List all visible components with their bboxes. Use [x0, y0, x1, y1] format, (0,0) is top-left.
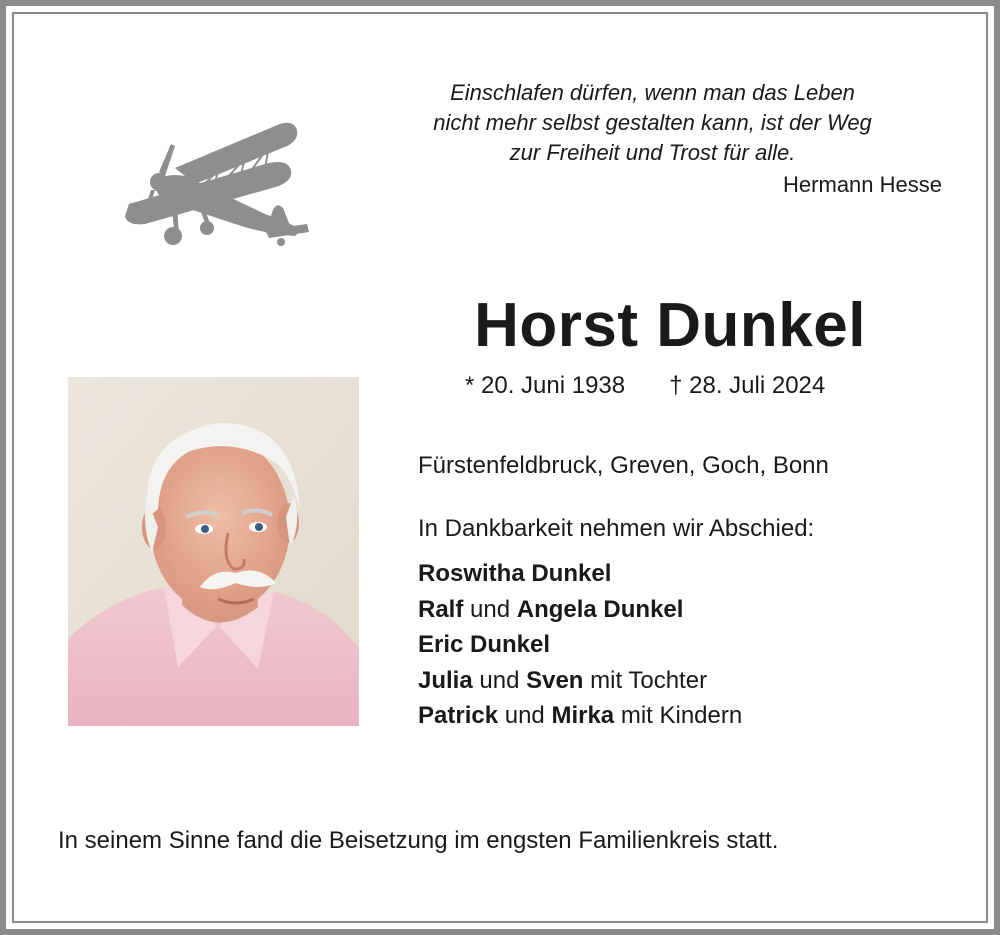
mourner-connector: und — [472, 666, 527, 694]
birth-date: * 20. Juni 1938 — [465, 372, 626, 399]
deceased-name: Horst Dunkel — [474, 291, 866, 360]
mourner-name: Ralf — [418, 595, 464, 623]
mourner-name: Angela Dunkel — [516, 595, 684, 623]
mourner-line — [418, 592, 742, 628]
mourner-name: Julia — [418, 666, 473, 694]
portrait-photo — [68, 377, 359, 726]
death-date: † 28. Juli 2024 — [669, 372, 826, 399]
mourner-suffix: mit Kindern — [614, 702, 743, 729]
mourner-name: Sven — [526, 666, 584, 694]
mourner-connector: und — [463, 595, 517, 623]
mourner-line — [418, 556, 742, 592]
quote-line: nicht mehr selbst gestalten kann, ist der Weg — [433, 110, 872, 135]
biplane-icon — [115, 112, 315, 252]
footer-note: In seinem Sinne fand die Beisetzung im engsten Familienkreis statt. — [58, 827, 779, 854]
quote-line: zur Freiheit und Trost für alle. — [509, 140, 796, 165]
mourner-name: Mirka — [551, 702, 615, 729]
mourner-name: Roswitha Dunkel — [418, 560, 612, 587]
mourner-line — [418, 627, 742, 663]
quote-author: Hermann Hesse — [783, 172, 942, 197]
places: Fürstenfeldbruck, Greven, Goch, Bonn — [418, 452, 829, 479]
mourner-connector: und — [498, 702, 552, 729]
mourner-name: Patrick — [418, 702, 499, 729]
farewell-text: In Dankbarkeit nehmen wir Abschied: — [418, 515, 815, 542]
mourner-name: Eric Dunkel — [418, 631, 551, 658]
quote — [380, 78, 925, 168]
life-dates — [465, 370, 825, 402]
mourner-suffix: mit Tochter — [583, 666, 708, 694]
mourners-list — [418, 556, 742, 734]
mourner-line — [418, 663, 742, 699]
mourner-line — [418, 698, 742, 734]
quote-line: Einschlafen dürfen, wenn man das Leben — [450, 80, 855, 105]
